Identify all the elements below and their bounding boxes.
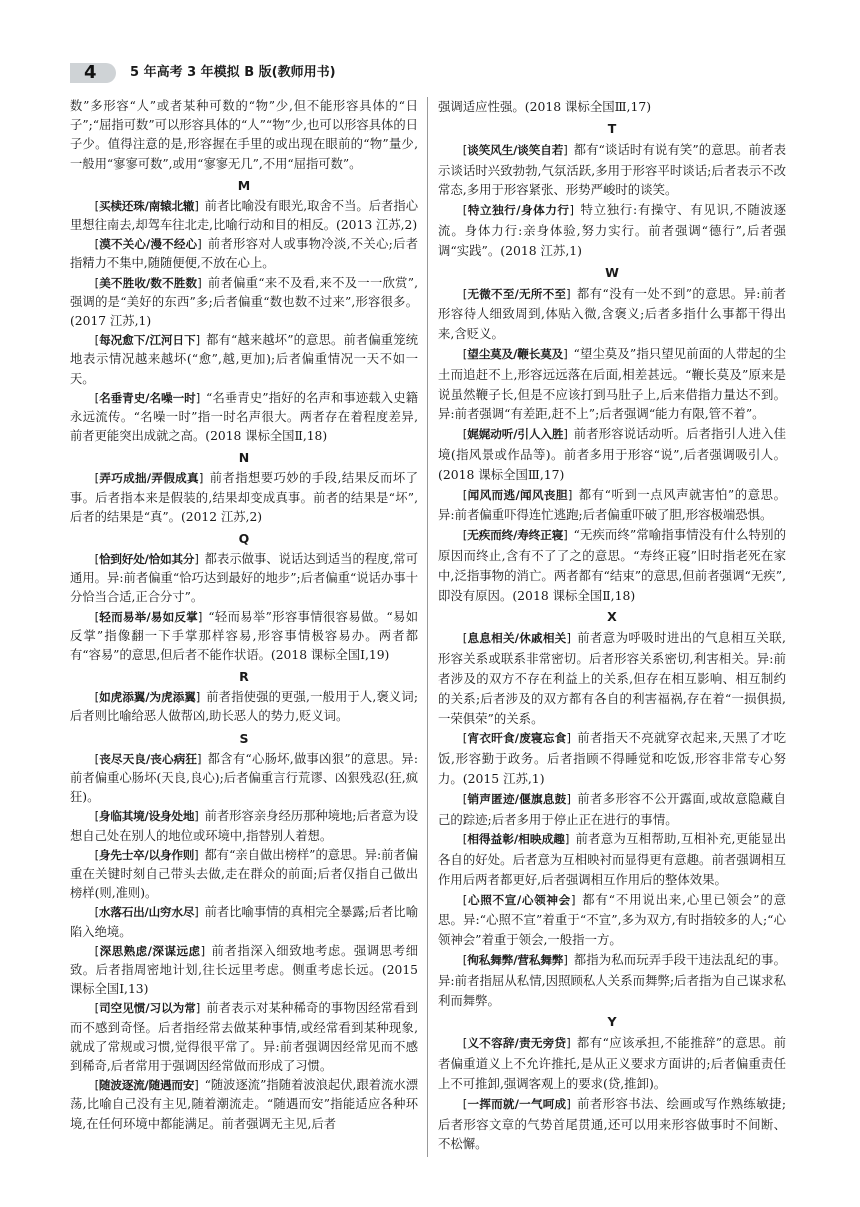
column-divider [427, 97, 428, 1157]
idiom-explanation: 都有“没有一处不到”的意思。异:前者形容待人细致周到,体贴入微,含褒义;后者多指什么事都干得出来,含贬义。 [438, 285, 787, 342]
idiom-entry [438, 890, 786, 950]
section-letter: Q [238, 531, 250, 547]
idiom-term: [ 漠不关心/漫不经心 ] [95, 237, 202, 251]
idiom-explanation: 前者比喻事情的真相完全暴露;后者比喻陷入绝境。 [70, 905, 418, 939]
idiom-entry [70, 688, 418, 726]
idiom-entry [438, 424, 786, 484]
idiom-term: [ 宵衣旰食/废寝忘食 ] [463, 731, 571, 745]
idiom-entry [438, 485, 786, 526]
idiom-term: [ 相得益彰/相映成趣 ] [463, 832, 569, 846]
idiom-entry [438, 1094, 786, 1154]
left-column [70, 97, 418, 1134]
idiom-term: [ 一挥而就/一气呵成 ] [463, 1097, 571, 1111]
idiom-term: [ 买椟还珠/南辕北辙 ] [95, 199, 199, 213]
idiom-term: [ 名垂青史/名噪一时 ] [95, 391, 200, 405]
idiom-entry [70, 235, 418, 273]
idiom-term: [ 义不容辞/责无旁贷 ] [463, 1036, 571, 1050]
idiom-term: [ 随波逐流/随遇而安 ] [95, 1078, 199, 1092]
idiom-term: [ 美不胜收/数不胜数 ] [95, 276, 202, 290]
idiom-entry [70, 942, 418, 1000]
idiom-explanation: 都有“越来越坏”的意思。前者偏重笼统地表示情况越来越坏(“愈”,越,更加);后者偏重情况一天不如一天。 [70, 333, 418, 386]
section-letter: R [239, 669, 249, 685]
idiom-term: [ 弄巧成拙/弄假成真 ] [95, 471, 204, 485]
idiom-term: [ 特立独行/身体力行 ] [463, 203, 574, 217]
idiom-explanation: 都含有“心肠坏,做事凶狠”的意思。异:前者偏重心肠坏(天良,良心);后者偏重言行荒谬、凶狠残忍(狂,疯狂)。 [70, 751, 418, 805]
idiom-entry [438, 789, 786, 830]
idiom-entry [70, 750, 418, 808]
idiom-explanation: 都有“亲自做出榜样”的意思。异:前者偏重在关键时刻自己带头去做,走在群众的前面;后者仅指自己做出榜样(则,准则)。 [70, 847, 418, 901]
continued-paragraph: 强调适应性强。(2018 课标全国Ⅲ,17) [438, 99, 652, 114]
idiom-term: [ 身先士卒/以身作则 ] [95, 848, 199, 862]
idiom-term: [ 无微不至/无所不至 ] [463, 287, 571, 301]
idiom-entry [438, 829, 786, 889]
idiom-explanation: 前者表示对某种稀奇的事物因经常看到而不感到奇怪。后者指经常去做某种事情,或经常看到某种现象,就成了常规或习惯,觉得很平常了。异:前者强调因经常见而不感到稀奇,后者常用于强调因经常做而形成了习惯。 [70, 1001, 418, 1073]
idiom-explanation: 都有“不用说出来,心里已领会”的意思。异:“心照不宣”着重于“不宣”,多为双方,有时指较多的人;“心领神会”着重于领会,一般指一方。 [438, 891, 787, 948]
idiom-explanation: 都指为私而玩弄手段干违法乱纪的事。异:前者指屈从私情,因照顾私人关系而舞弊;后者指为自己谋求私利而舞弊。 [438, 952, 787, 1008]
idiom-entry [70, 389, 418, 447]
idiom-entry [438, 1033, 786, 1093]
idiom-explanation: 前者形容亲身经历那种境地;后者意为设想自己处在别人的地位或环境中,指替别人着想。 [70, 809, 418, 843]
idiom-explanation: 前者多形容不公开露面,或故意隐藏自己的踪迹;后者多用于停止正在进行的事情。 [438, 790, 786, 827]
idiom-term: [ 水落石出/山穷水尽 ] [95, 905, 199, 919]
book-title: 5 年高考 3 年模拟 B 版(教师用书) [130, 65, 336, 80]
idiom-entry [70, 1076, 418, 1134]
idiom-term: [ 徇私舞弊/营私舞弊 ] [463, 953, 568, 967]
idiom-explanation: 前者意为互相帮助,互相补充,更能显出各自的好处。后者意为互相映衬而显得更有意趣。前者强调相互作用后两者都更好,后者强调相互作用后的整体效果。 [438, 831, 786, 887]
idiom-entry [70, 331, 418, 389]
idiom-entry [70, 274, 418, 332]
page-number-tab [70, 63, 116, 83]
idiom-explanation: 前者形容书法、绘画或写作熟练敏捷;后者形容文章的气势首尾贯通,还可以用来形容做事时不间断、不松懈。 [438, 1095, 786, 1152]
idiom-explanation: 前者指深入细致地考虑。强调思考细致。后者指周密地计划,往长远里考虑。侧重考虑长远。(2015 课标全国Ⅰ,13) [70, 943, 418, 997]
idiom-explanation: “随波逐流”指随着波浪起伏,跟着流水漂荡,比喻自己没有主见,随着潮流走。“随遇而安”指能适应各种环境,在任何环境中都能满足。前者强调无主见,后者 [70, 1078, 419, 1131]
right-column [438, 97, 786, 1154]
idiom-term: [ 无疾而终/寿终正寝 ] [463, 528, 568, 542]
idiom-term: [ 丧尽天良/丧心病狂 ] [95, 752, 202, 766]
idiom-term: [ 望尘莫及/鞭长莫及 ] [463, 347, 568, 361]
section-letter: Y [607, 1014, 617, 1030]
idiom-term: [ 销声匿迹/偃旗息鼓 ] [463, 792, 571, 806]
idiom-explanation: “望尘莫及”指只望见前面的人带起的尘土而追赶不上,形容远远落在后面,相差甚远。“鞭长莫及”原来是说虽然鞭子长,但是不应该打到马肚子上,后来借指力量达不到。异:前者强调“有差距,赶不上”;后者强调“能力有限,管不着”。 [438, 345, 787, 422]
idiom-term: [ 息息相关/休戚相关 ] [463, 631, 571, 645]
idiom-entry [438, 628, 786, 728]
idiom-entry [70, 903, 418, 941]
section-letter: W [605, 264, 619, 280]
section-letter: N [238, 450, 250, 466]
section-letter: T [607, 120, 617, 136]
idiom-entry [438, 344, 786, 424]
idiom-term: [ 轻而易举/易如反掌 ] [95, 610, 203, 624]
section-letter: X [607, 609, 617, 625]
idiom-term: [ 娓娓动听/引人入胜 ] [463, 427, 568, 441]
idiom-term: [ 每况愈下/江河日下 ] [95, 333, 200, 347]
idiom-explanation: “轻而易举”形容事情很容易做。“易如反掌”指像翻一下手掌那样容易,形容事情极容易办。两者都有“容易”的意思,但后者不能作状语。(2018 课标全国Ⅰ,19) [70, 609, 418, 663]
idiom-explanation: 前者意为呼吸时进出的气息相互关联,形容关系或联系非常密切。后者形容关系密切,利害相关。异:前者涉及的双方不存在利益上的关系,但存在相互影响、相互制约的关系;后者涉及的双方都有各自的利害福祸,存在着“一损俱损,一荣俱荣”的关系。 [438, 630, 786, 726]
idiom-explanation: 都表示做事、说话达到适当的程度,常可通用。异:前者偏重“恰巧达到最好的地步”;后者偏重“说话办事十分恰当合适,正合分寸”。 [70, 552, 418, 605]
idiom-entry [70, 197, 418, 235]
idiom-explanation: “名垂青史”指好的名声和事迹载入史籍永远流传。“名噪一时”指一时名声很大。两者存在着程度差异,前者更能突出成就之高。(2018 课标全国Ⅱ,18) [70, 390, 419, 444]
idiom-explanation: 前者比喻没有眼光,取舍不当。后者指心里想往南去,却驾车往北走,比喻行动和目的相反。(2013 江苏,2) [70, 198, 418, 233]
idiom-explanation: 都有“听到一点风声就害怕”的意思。异:前者偏重吓得连忙逃跑;后者偏重吓破了胆,形容极端恐惧。 [438, 486, 787, 523]
idiom-explanation: 都有“应该承担,不能推辞”的意思。前者偏重道义上不允许推托,是从正义要求方面讲的;后者偏重责任上不可推卸,强调客观上的要求(贷,推卸)。 [438, 1035, 786, 1092]
idiom-entry [438, 728, 786, 788]
idiom-entry [70, 608, 418, 666]
idiom-term: [ 恰到好处/恰如其分 ] [95, 552, 199, 566]
idiom-explanation: 前者偏重“来不及看,来不及一一欣赏”,强调的是“美好的东西”多;后者偏重“数也数不过来”,形容很多。(2017 江苏,1) [70, 275, 418, 329]
idiom-entry [70, 550, 418, 608]
idiom-explanation: 特立独行:有操守、有见识,不随波逐流。身体力行:亲身体验,努力实行。前者强调“德行”,后者强调“实践”。(2018 江苏,1) [438, 202, 786, 258]
idiom-term: [ 闻风而逃/闻风丧胆 ] [463, 488, 572, 502]
idiom-entry [70, 469, 418, 527]
idiom-explanation: 前者指想要巧妙的手段,结果反而坏了事。后者指本来是假装的,结果却变成真事。前者的结果是“坏”,后者的结果是“真”。(2012 江苏,2) [70, 471, 418, 524]
idiom-entry [70, 807, 418, 845]
section-letter: M [237, 177, 251, 193]
idiom-term: [ 身临其境/设身处地 ] [95, 809, 199, 823]
idiom-entry [438, 200, 786, 260]
idiom-explanation: 前者指使强的更强,一般用于人,褒义词;后者则比喻给恶人做帮凶,助长恶人的势力,贬义词。 [70, 690, 418, 724]
section-letter: S [239, 730, 249, 746]
idiom-entry [438, 284, 786, 344]
idiom-explanation: 前者指天不亮就穿衣起来,天黑了才吃饭,形容勤于政务。后者指顾不得睡觉和吃饭,形容非常专心努力。(2015 江苏,1) [438, 730, 786, 786]
idiom-term: [ 心照不宣/心领神会 ] [463, 893, 575, 907]
idiom-entry [70, 999, 418, 1076]
idiom-entry [70, 846, 418, 904]
idiom-explanation: 前者形容对人或事物冷淡,不关心;后者指精力不集中,随随便便,不放在心上。 [70, 237, 418, 271]
idiom-explanation: 前者形容说话动听。后者指引人进入佳境(指风景或作品等)。前者多用于形容“说”,后者强调吸引人。(2018 课标全国Ⅲ,17) [438, 426, 787, 482]
idiom-term: [ 如虎添翼/为虎添翼 ] [95, 690, 201, 704]
idiom-entry [438, 140, 786, 200]
idiom-term: [ 司空见惯/习以为常 ] [95, 1001, 201, 1015]
page-header [70, 63, 430, 83]
idiom-entry [438, 525, 786, 605]
idiom-explanation: 都有“谈话时有说有笑”的意思。前者表示谈话时兴致勃勃,气氛活跃,多用于形容平时谈话;后者表示不改常态,多用于形容紧张、形势严峻时的谈笑。 [438, 141, 787, 198]
idiom-explanation: “无疾而终”常喻指事情没有什么特别的原因而终止,含有不了了之的意思。“寿终正寝”旧时指老死在家中,泛指事物的消亡。两者都有“结束”的意思,但前者强调“无疾”,即没有原因。(2018 课标全国Ⅱ,18) [438, 527, 787, 603]
idiom-entry [438, 950, 786, 1010]
idiom-term: [ 深思熟虑/深谋远虑 ] [95, 944, 205, 958]
page-number: 4 [84, 62, 97, 83]
continued-paragraph: 数”多形容“人”或者某种可数的“物”少,但不能形容具体的“日子”;“屈指可数”可以形容具体的“人”“物”少,也可以形容具体的日子少。值得注意的是,形容握在手里的或出现在眼前的“物”量少,一般用“寥寥可数”,或用“寥寥无几”,不用“屈指可数”。 [70, 99, 418, 171]
idiom-term: [ 谈笑风生/谈笑自若 ] [463, 143, 568, 157]
